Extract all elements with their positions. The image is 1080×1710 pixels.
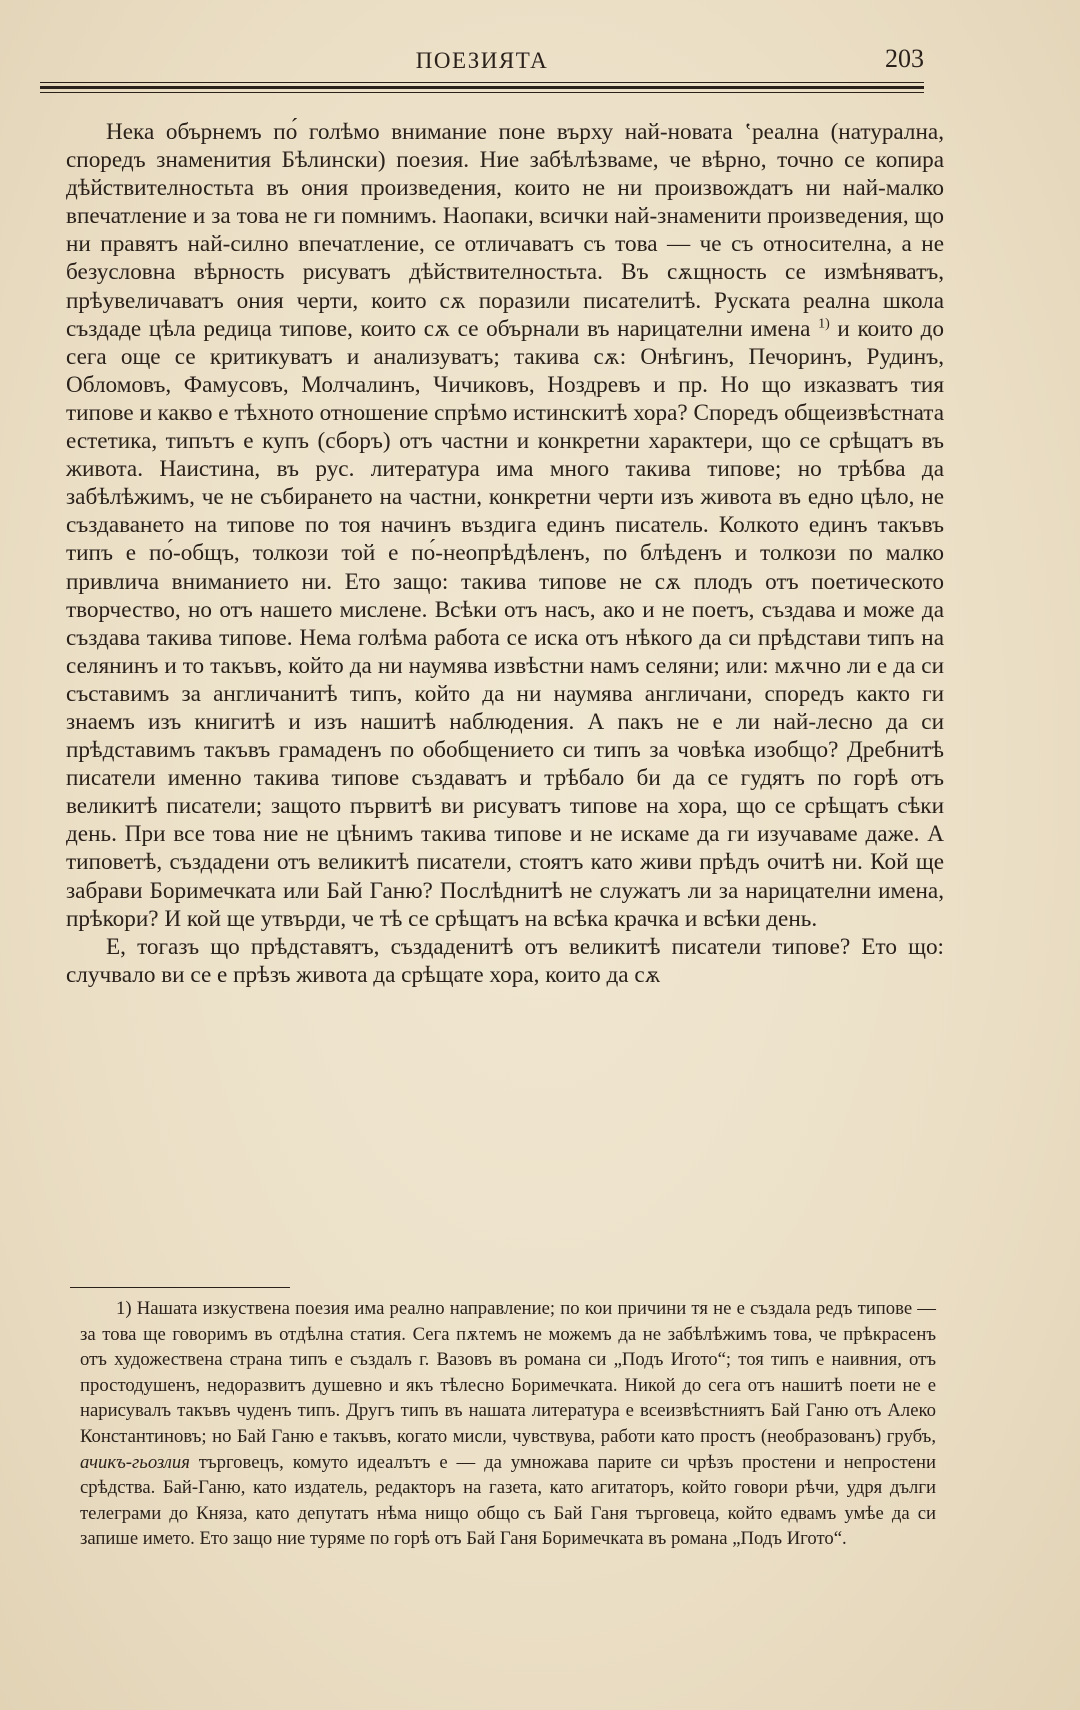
page-number: 203	[885, 44, 924, 73]
footnote-marker: 1)	[116, 1298, 132, 1319]
header-rule-bottom	[40, 92, 924, 93]
running-head	[40, 44, 924, 80]
footnote-text: търговецъ, комуто идеалътъ е — да умножава парите си чрѣзъ простени и непростени срѣдства. Бай-Ганю, като издатель, редакторъ на газета, като агитаторъ, който говори рѣчи, удря дълги телеграми до Княза, като депутатъ нѣма нищо общо съ Бай Ганя търговеца, който едвамъ умѣе да си запише името. Ето защо ние туряме по горѣ отъ Бай Ганя Боримечката въ романа „Подъ Игото“.	[80, 1451, 936, 1550]
header-rule-thick	[40, 86, 924, 89]
running-title: ПОЕЗИЯТА	[415, 48, 549, 73]
paragraph	[66, 118, 944, 933]
main-text	[66, 118, 944, 989]
paragraph-text: Е, тогазъ що прѣдставятъ, създаденитѣ отъ великитѣ писатели типове? Ето що: случвало ви се е прѣзъ живота да срѣщате хора, които да сѫ	[66, 933, 944, 988]
paragraph-text: и които до сега още се критикуватъ и анализуватъ; такива сѫ: Онѣгинъ, Печоринъ, Рудинъ, Обломовъ, Фамусовъ, Молчалинъ, Чичиковъ, Ноздревъ и пр. Но що изказватъ тия типове и какво е тѣхното отношение спрѣмо истинскитѣ хора? Споредъ общеизвѣстната естетика, типътъ е купъ (сборъ) отъ частни и конкретни характери, що се срѣщатъ въ живота. Наистина, въ рус. литература има много такива типове; но трѣбва да забѣлѣжимъ, че не събирането на частни, конкретни черти изъ живота въ едно цѣло, не създаването на типове по тоя начинъ въздига единъ писатель. Колкото единъ такъвъ типъ е по́-общъ, толкози той е по́-неопрѣдѣленъ, по блѣденъ и толкози по малко привлича вниманието ни. Ето защо: такива типове не сѫ плодъ отъ поетическото творчество, но отъ нашето мислене. Всѣки отъ насъ, ако и не поетъ, създава и може да създава такива типове. Нема голѣма работа се иска отъ нѣкого да си прѣдстави типъ на селянинъ и то такъвъ, който да ни наумява извѣстни намъ селяни; или: мѫчно ли е да си съставимъ за англичанитѣ типъ, който да ни наумява англичани, споредъ както ги знаемъ изъ книгитѣ и изъ нашитѣ наблюдения. А пакъ не е ли най-лесно да си прѣдставимъ такъвъ грамаденъ по обобщението си типъ за човѣка изобщо? Дребнитѣ писатели именно такива типове създаватъ и трѣбало би да се гудятъ по горѣ отъ великитѣ писатели; защото първитѣ ви рисуватъ типове на хора, що се срѣщатъ сѣки день. При все това ние не цѣнимъ такива типове и не искаме да ги изучаваме даже. А типоветѣ, създадени отъ великитѣ писатели, стоятъ като живи прѣдъ очитѣ ни. Кой ще забрави Боримечката или Бай Ганю? Послѣднитѣ не служатъ ли за нарицателни имена, прѣкори? И кой ще утвърди, че тѣ се срѣщатъ на всѣка крачка и всѣки день.	[66, 315, 945, 932]
header-rule-thin	[40, 82, 924, 83]
footnote-italic-term: ачикъ-гьозлия	[80, 1451, 190, 1473]
footnote-text: Нашата изкуствена поезия има реално направление; по кои причини тя не е създала редъ типове — за това ще говоримъ въ отдѣлна статия. Сега пѫтемъ не можемъ да не забѣлѣжимъ това, че прѣкрасенъ отъ художествена страна типъ е създалъ г. Вазовъ въ романа си „Подъ Игото“; тоя типъ е наивния, отъ простодушенъ, недоразвитъ душевно и якъ тѣлесно Боримечката. Никой до сега отъ нашитѣ поети не е нарисувалъ такъвъ чуденъ типъ. Другъ типъ въ нашата литература е всеизвѣстниятъ Бай Ганю отъ Алеко Константиновъ; но Бай Ганю е такъвъ, когато мисли, чувствува, работи като простъ (необразованъ) грубъ,	[80, 1298, 936, 1447]
paragraph-text: Нека обърнемъ по́ голѣмо внимание поне върху най-новата ʽреална (натурална, споредъ знаменития Бѣлински) поезия. Ние забѣлѣзваме, че вѣрно, точно се копира дѣйствителностьта въ ония произведения, които не ни произвождатъ ни най-малко впечатление и за това не ги помнимъ. Наопаки, всички най-знаменити произведения, що ни правятъ най-силно впечатление, се отличаватъ съ това — че съ относителна, а не безусловна вѣрность рисуватъ дѣйствителностьта. Въ сѫщность се измѣняватъ, прѣувеличаватъ ония черти, които сѫ поразили писателитѣ. Руската реална школа създаде цѣла редица типове, които сѫ се обърнали въ нарицателни имена	[66, 119, 944, 342]
paragraph	[66, 933, 944, 989]
footnote-reference: 1)	[818, 315, 830, 331]
footnote-paragraph	[80, 1296, 936, 1552]
footnote	[80, 1296, 936, 1552]
footnote-rule	[70, 1287, 290, 1288]
